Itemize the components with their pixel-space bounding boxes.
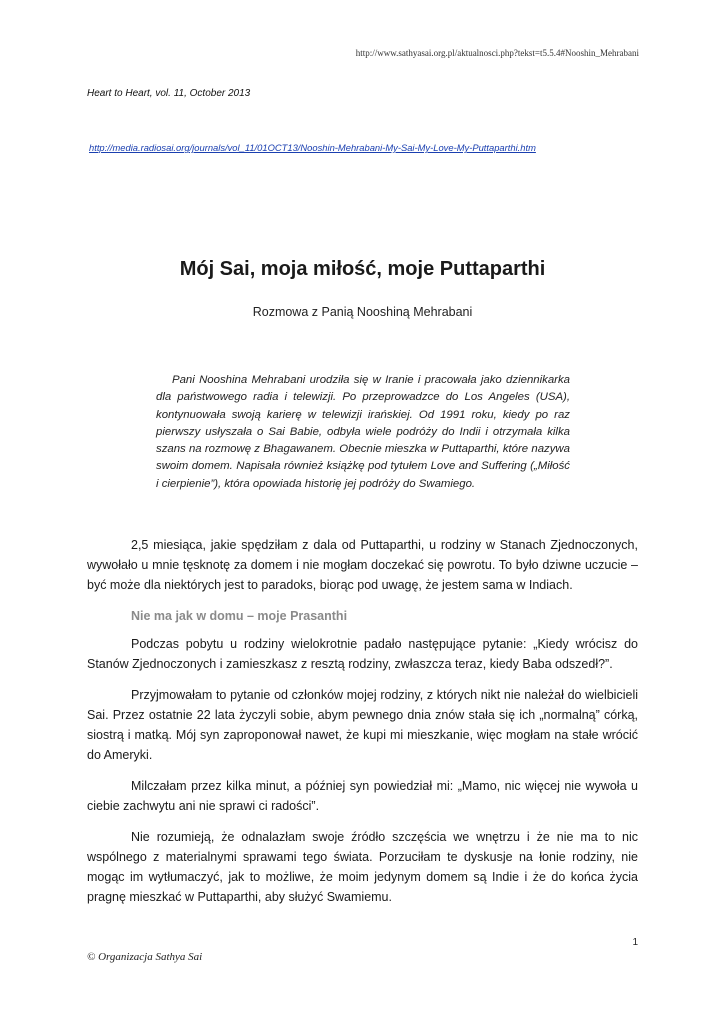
paragraph-1: 2,5 miesiąca, jakie spędziłam z dala od Puttaparthi, u rodziny w Stanach Zjednoczonych, wywołało u mnie tęsknotę za domem i nie mogłam doczekać się powrotu. To było dziwne uczucie – być może dla niektórych jest to paradoks, biorąc pod uwagę, że jestem sama w Indiach.: [87, 538, 638, 592]
article-body: [87, 535, 638, 918]
source-link[interactable]: http://media.radiosai.org/journals/vol_11/01OCT13/Nooshin-Mehrabani-My-Sai-My-Love-My-Puttaparthi.htm: [89, 142, 536, 153]
intro-paragraph: [156, 372, 570, 493]
section-heading: Nie ma jak w domu – moje Prasanthi: [131, 609, 348, 623]
footer-copyright: © Organizacja Sathya Sai: [87, 951, 203, 963]
source-citation: Heart to Heart, vol. 11, October 2013: [87, 88, 251, 99]
paragraph-2: Podczas pobytu u rodziny wielokrotnie padało następujące pytanie: „Kiedy wrócisz do Stanów Zjednoczonych i zamieszkasz z resztą rodziny, zwłaszcza teraz, kiedy Baba odszedł?”.: [87, 637, 638, 671]
intro-text: Pani Nooshina Mehrabani urodziła się w Iranie i pracowała jako dziennikarka dla państwowego radia i telewizji. Po przeprowadzce do Los Angeles (USA), kontynuowała swoją karierę w telewizji irańskiej. Od 1991 roku, kiedy po raz pierwszy usłyszała o Sai Babie, odbyła wiele podróży do Indii i otrzymała kilka szans na rozmowę z Bhagawanem. Obecnie mieszka w Puttaparthi, które nazywa swoim domem. Napisała również książkę pod tytułem Love and Suffering („Miłość i cierpienie”), która opowiada historię jej podróży do Swamiego.: [156, 374, 570, 490]
page-subtitle: Rozmowa z Panią Nooshiną Mehrabani: [252, 305, 473, 319]
paragraph-5: Nie rozumieją, że odnalazłam swoje źródło szczęścia we wnętrzu i że nie ma to nic wspólnego z materialnymi sprawami tego świata. Porzuciłam te dyskusje na łonie rodziny, nie mogąc im wytłumaczyć, jak to możliwe, że moim jedynym domem są Indie i że do końca życia pragnę mieszkać w Puttaparthi, aby służyć Swamiemu.: [87, 830, 638, 904]
page-title: Mój Sai, moja miłość, moje Puttaparthi: [179, 258, 546, 280]
paragraph-4: Milczałam przez kilka minut, a później syn powiedział mi: „Mamo, nic więcej nie wywoła u ciebie zachwytu ani nie sprawi ci radości”.: [87, 779, 638, 813]
header-url: http://www.sathyasai.org.pl/aktualnosci.php?tekst=t5.5.4#Nooshin_Mehrabani: [355, 48, 639, 58]
paragraph-3: Przyjmowałam to pytanie od członków mojej rodziny, z których nikt nie należał do wielbicieli Sai. Przez ostatnie 22 lata życzyli sobie, abym pewnego dnia znów stała się ich „normalną” córką, siostrą i matką. Mój syn zaproponował nawet, że kupi mi mieszkanie, więc mogłam na stałe wrócić do Ameryki.: [87, 688, 638, 762]
page-number: 1: [632, 937, 638, 948]
